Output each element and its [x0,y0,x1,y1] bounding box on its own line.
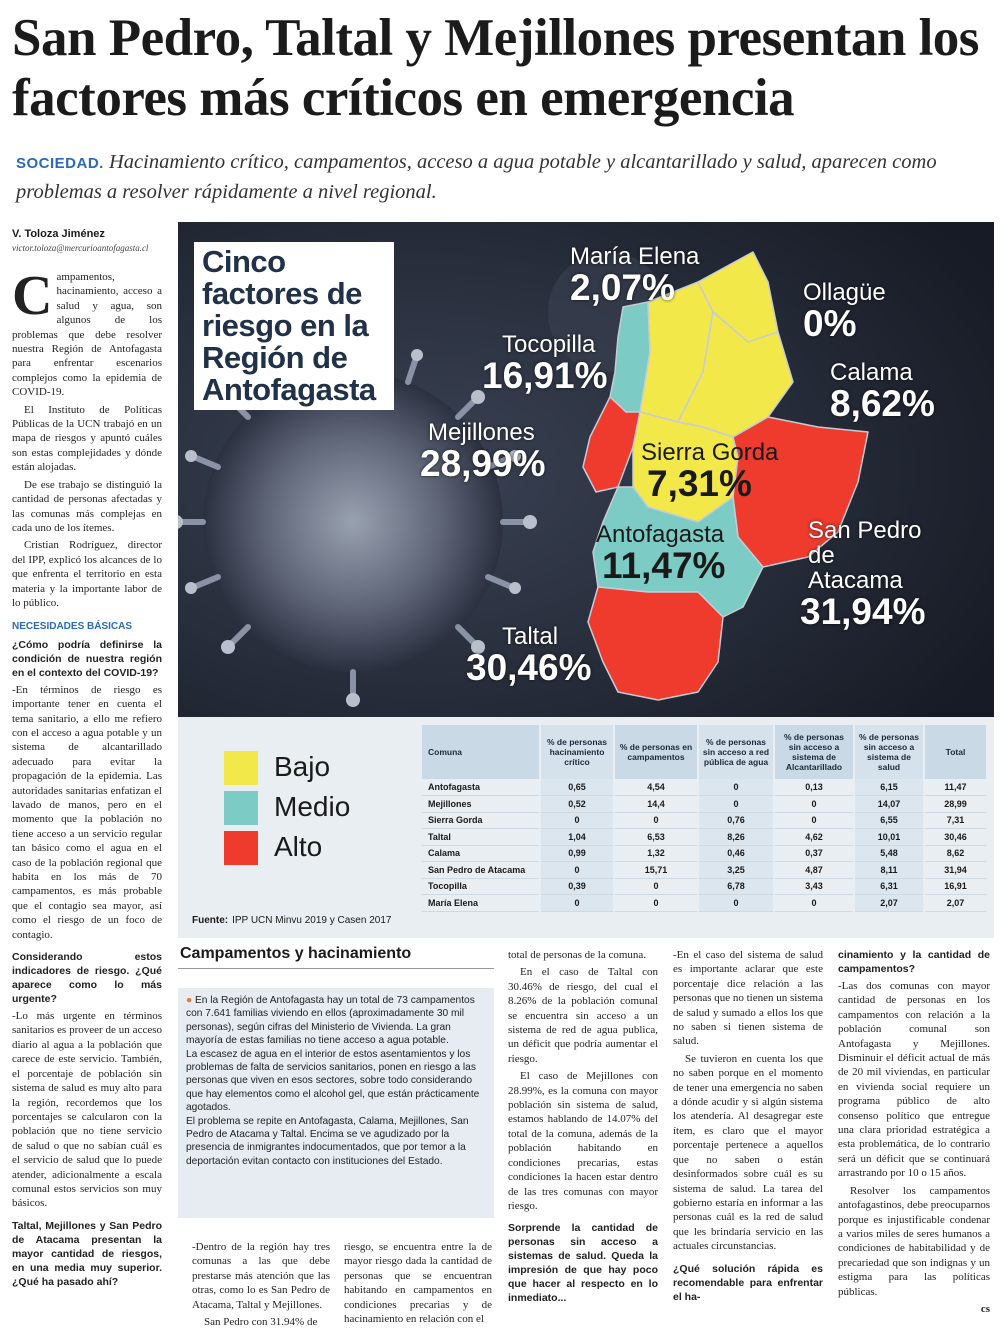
question-3: Taltal, Mejillones y San Pedro de Atacama presentan la mayor cantidad de riesgos, en una media muy superior. ¿Qué ha pasado ahí? [12,1219,162,1288]
label-tocopilla: Tocopilla 16,91% [482,331,608,396]
headline: San Pedro, Taltal y Mejillones presentan los factores más críticos en emergencia [12,9,979,127]
box-title: Campamentos y hacinamiento [180,945,412,962]
th-total: Total [924,725,987,779]
table-cell: 30,46 [924,829,987,846]
table-cell: 0,76 [698,812,774,829]
col4-question: ¿Qué solución rápida es recomendable para enfrentar el ha- [673,1262,823,1303]
col4-p1: -En el caso del sistema de salud es importante aclarar que este porcentaje dice relación a las personas que no tienen un sistema de salud y sumado a ellos los que no saben si tienen sistema de salud. [673,949,823,1048]
table-cell: 0 [698,796,774,813]
label-antofagasta: Antofagasta 11,47% [596,521,726,586]
table-cell: 6,55 [854,812,924,829]
table-row [422,796,987,813]
th-comuna: Comuna [422,725,540,779]
table-cell: 8,26 [698,829,774,846]
table-row [422,845,987,862]
table-cell: 10,01 [854,829,924,846]
legend-alto: Alto [274,831,323,862]
table-cell: 0,46 [698,845,774,862]
table-cell: 1,04 [540,829,614,846]
box-campamentos [178,988,494,1218]
table-cell: 0 [614,812,698,829]
answer-1: -En términos de riesgo es importante tener en cuenta el tema sanitario, a ello me refiero con el acceso a agua potable y un sistema de alcantarillado adecuado para evitar la propagación de la epidemia. Las autoridades sanitarias enfatizan el lavado de manos, pero en el momento que la población no tiene acceso a un servicio regular tan básico como el agua en el caso de la población regional que habita en los más de 70 campamentos, es más probable que el contagio sea mayor, así como el riesgo de un foco de contagio. [12,683,162,941]
box-divider [178,968,494,969]
table-cell: 4,54 [614,779,698,796]
col1-p1: ampamentos, hacinamiento, acceso a salud y agua, son algunos de los problemas que debe resolver nuestra Región de Antofagasta para enfrentar escenarios complejos como la epidemia de COVID-19. [12,271,162,399]
th-alcantarillado: % de personas sin acceso a sistema de Alcantarillado [774,725,854,779]
table-row [422,829,987,846]
author-email[interactable]: victor.toloza@mercurioantofagasta.cl [12,243,149,253]
col1-p2: El Instituto de Políticas Públicas de la UCN trabajó en un mapa de riesgos y apuntó cuáles son estas complejidades y dónde están alojadas. [12,403,162,474]
table-cell: 0 [540,895,614,912]
table-cell-comuna: Antofagasta [422,779,540,796]
infographic-map [178,222,994,717]
section-label: SOCIEDAD. [16,155,104,172]
author: V. Toloza Jiménez [12,228,105,240]
col1-p3: De ese trabajo se distinguió la cantidad de personas afectadas y las comunas más complejas en cada uno de los ítemes. [12,478,162,534]
table-cell-comuna: Sierra Gorda [422,812,540,829]
table-cell-comuna: San Pedro de Atacama [422,862,540,879]
table-cell: 28,99 [924,796,987,813]
infographic-title: Cinco factores de riesgo en la Región de Antofagasta [194,242,394,410]
box-p1: En la Región de Antofagasta hay un total de 73 campamentos con 7.641 familias viviendo en ellos (aproximadamente 30 mil personas), según cifras del Ministerio de Vivienda. La gran mayoría de estas familias no tiene acceso a agua potable. [186,995,475,1047]
label-taltal: Taltal 30,46% [466,623,592,688]
question-2: Considerando estos indicadores de riesgo. ¿Qué aparece como lo más urgente? [12,951,162,1006]
table-cell: 0,99 [540,845,614,862]
table-row [422,895,987,912]
table-cell: 0 [698,779,774,796]
table-cell-comuna: Taltal [422,829,540,846]
legend-swatch-medio [224,791,258,825]
table-row [422,862,987,879]
table-cell-comuna: María Elena [422,895,540,912]
subhead-necesidades: NECESIDADES BÁSICAS [12,621,133,633]
table-source: Fuente: IPP UCN Minvu 2019 y Casen 2017 [192,915,392,926]
dropcap: C [12,265,53,327]
table-cell: 7,31 [924,812,987,829]
table-cell: 6,15 [854,779,924,796]
label-maria-elena: María Elena 2,07% [570,243,700,308]
th-agua: % de personas sin acceso a red pública de agua [698,725,774,779]
col3-p2: En el caso de Taltal con 30.46% de riesgo, del cual el 8.26% de la población comunal se encuentra sin acceso a un sistema de red de agua publica, un déficit que podría aumentar el riesgo. [508,966,658,1065]
col1-p4: Cristian Rodríguez, director del IPP, explicó los alcances de lo que enfrenta el territorio en esta materia y la importante labor de lo público. [12,539,162,609]
column-b1 [192,1240,330,1332]
table-cell: 0 [540,812,614,829]
table-cell: 8,11 [854,862,924,879]
column-3 [508,948,658,1308]
label-sierra-gorda: Sierra Gorda 7,31% [641,439,779,504]
table-cell: 2,07 [924,895,987,912]
legend-swatch-alto [224,831,258,865]
colb1-p2: San Pedro con 31.94% de [204,1316,318,1329]
table-cell: 0,39 [540,878,614,895]
col3-p3: El caso de Mejillones con 28.99%, es la comuna con mayor población sin sistema de salud, estamos hablando de 14.07% del total de la comuna, además de la población habitando en condiciones precarias, estas condiciones la hacen estar dentro de las tres comunas con mayor riesgo. [508,1070,658,1212]
table-cell: 16,91 [924,878,987,895]
table-cell: 31,94 [924,862,987,879]
table-cell: 4,87 [774,862,854,879]
th-salud: % de personas sin acceso a sistema de salud [854,725,924,779]
table-cell: 6,53 [614,829,698,846]
col3-question: Sorprende la cantidad de personas sin acceso a sistemas de salud. Queda la impresión de que hay poco que hacer al respecto en lo inmediato... [508,1222,658,1305]
label-mejillones: Mejillones 28,99% [420,419,546,484]
table-cell-comuna: Mejillones [422,796,540,813]
table-cell: 0,37 [774,845,854,862]
table-cell: 2,07 [854,895,924,912]
table-cell: 0 [774,796,854,813]
table-cell: 0 [774,812,854,829]
colb1-p1: -Dentro de la región hay tres comunas a las que debe prestarse más atención que las otras, como lo es San Pedro de Atacama, Taltal y Mejillones. [192,1241,330,1311]
table-cell: 3,43 [774,878,854,895]
legend-bajo: Bajo [274,751,331,782]
label-calama: Calama 8,62% [830,359,935,424]
legend-swatch-bajo [224,751,258,785]
box-p3: El problema se repite en Antofagasta, Calama, Mejillones, San Pedro de Atacama y Taltal. Encima se ve agudizado por la presencia de inmigrantes indocumentados, que por temor a la deportación evitan contacto con instituciones del Estado. [186,1115,469,1167]
col5-p1: -Las dos comunas con mayor cantidad de personas en los campamentos con relación a la población comunal son Antofagasta y Mejillones. Disminuir el déficit actual de más de 20 mil viviendas, en particular en vivienda social requiere un programa público de alto consenso político que entregue una clara prioridad estratégica a esta problemática, de lo contrario será un déficit que se continuará arrastrando por 10 o 15 años. [838,980,990,1180]
table-cell: 0 [540,862,614,879]
table-header-row [422,725,987,779]
table-cell: 0 [614,895,698,912]
table-cell: 11,47 [924,779,987,796]
col5-question: cinamiento y la cantidad de campamentos? [838,949,990,975]
col5-p2: Resolver los campamentos antofagastinos, debe preocuparnos porque es injustificable condenar a varios miles de seres humanos a condiciones de habitabilidad y de precariedad que son indignas y un estigma para las políticas públicas. [838,1184,990,1298]
table-row [422,812,987,829]
col3-p1: total de personas de la comuna. [508,949,647,961]
col4-p2: Se tuvieron en cuenta los que no saben porque en el momento de tener una emergencia no saben a dónde acudir y si algún sistema los atendería. Al desagregar este ítem, es claro que el mayor porcentaje pertenece a aquellos que no saben o están desinformados sobre cuál es su sistema de salud. La tarea del gobierno estaría en informar a las personas cuál es la red de salud que les brindaría servicio en las actuales circunstancias. [673,1052,823,1253]
table-cell: 0,65 [540,779,614,796]
table-cell: 1,32 [614,845,698,862]
table-cell-comuna: Tocopilla [422,878,540,895]
table-cell: 14,07 [854,796,924,813]
table-cell: 0,52 [540,796,614,813]
box-p2: La escasez de agua en el interior de estos asentamientos y los problemas de falta de servicios sanitarios, ponen en riesgo a las personas que viven en esos sectores, sobre todo considerando que hay elementos como el alcohol gel, que están prácticamente agotados. [186,1048,480,1114]
legend-medio: Medio [274,791,351,822]
table-cell: 4,62 [774,829,854,846]
legend-table-panel [178,717,994,938]
table-cell-comuna: Calama [422,845,540,862]
deck-text: Hacinamiento crítico, campamentos, acceso a agua potable y alcantarillado y salud, aparecen como problemas a resolver rápidamente a nivel regional. [16,151,937,203]
table-cell: 8,62 [924,845,987,862]
end-mark: cs [980,1302,990,1315]
table-cell: 15,71 [614,862,698,879]
column-5 [838,948,990,1319]
table-cell: 0 [774,895,854,912]
table-cell: 0 [698,895,774,912]
label-ollague: Ollagüe 0% [803,279,886,344]
bullet-icon: ● [186,995,193,1006]
risk-table [422,725,988,912]
table-cell: 6,78 [698,878,774,895]
label-san-pedro: San Pedro de Atacama 31,94% [800,517,926,632]
column-4 [673,948,823,1307]
table-cell: 14,4 [614,796,698,813]
table-cell: 6,31 [854,878,924,895]
answer-2: -Lo más urgente en términos sanitarios es proveer de un acceso diario al agua a la población que carece de este servicio. También, el porcentaje de población sin sistema de salud es muy alto para la región, recordemos que los porcentajes se calcularon con la población que no tiene servicio de salud o que no sabían cuál es el servicio de salud que lo puede atender, adicionalmente a escala comunal estos servicios son muy básicos. [12,1010,162,1210]
column-1 [12,265,162,1292]
table-row [422,779,987,796]
table-cell: 3,25 [698,862,774,879]
deck [16,148,986,206]
table-cell: 0 [614,878,698,895]
th-campamentos: % de personas en campamentos [614,725,698,779]
question-1: ¿Cómo podría definirse la condición de nuestra región en el contexto del COVID-19? [12,638,162,679]
table-cell: 0,13 [774,779,854,796]
table-cell: 5,48 [854,845,924,862]
colb2-p1: riesgo, se encuentra entre la de mayor riesgo dada la cantidad de personas que se encuentran habitando en campamentos en condiciones precarias y de hacinamiento en relación con el [344,1241,492,1326]
th-hacinamiento: % de personas hacinamiento crítico [540,725,614,779]
column-b2 [344,1240,492,1329]
table-row [422,878,987,895]
